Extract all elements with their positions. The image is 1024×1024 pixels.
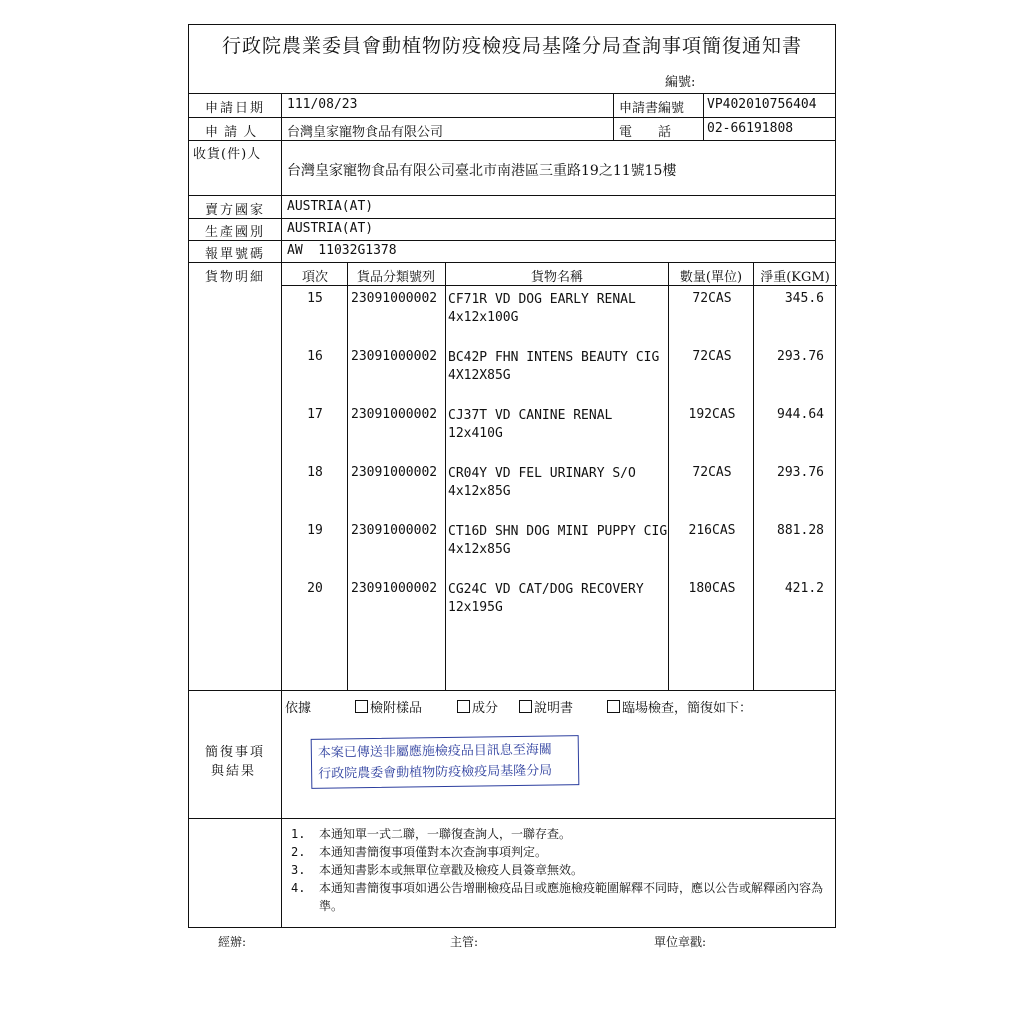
item-qty: 72CAS — [692, 291, 732, 306]
item-no: 16 — [307, 349, 323, 364]
col-header-qty: 數量(單位) — [679, 270, 743, 285]
number-label: 編號: — [665, 75, 696, 90]
rule — [189, 117, 835, 118]
phone: 02-66191808 — [707, 121, 794, 136]
apply-date: 111/08/23 — [287, 97, 358, 112]
goods-label: 貨物明細 — [205, 270, 266, 285]
note-number: 4. — [291, 881, 306, 895]
item-no: 15 — [307, 291, 323, 306]
note-text: 本通知單一式二聯，一聯復查詢人，一聯存查。 — [319, 827, 572, 841]
col-header-no: 項次 — [301, 270, 328, 285]
seller-country: AUSTRIA(AT) — [287, 199, 374, 214]
handler-label: 經辦: — [218, 935, 247, 949]
item-code: 23091000002 — [351, 407, 438, 422]
note-text: 本通知書簡復事項僅對本次查詢事項判定。 — [319, 845, 548, 859]
consignee-label: 收貨(件)人 — [193, 147, 262, 162]
divider — [613, 93, 614, 140]
form-no: VP402010756404 — [707, 97, 817, 112]
table-row — [189, 581, 835, 621]
item-weight: 421.2 — [784, 581, 824, 596]
item-code: 23091000002 — [351, 465, 438, 480]
item-weight: 293.76 — [777, 349, 824, 364]
item-weight: 881.28 — [777, 523, 824, 538]
checkbox-icon — [607, 700, 620, 713]
checkbox-icon — [355, 700, 368, 713]
unit-seal-label: 單位章戳: — [654, 935, 707, 949]
header-rule — [281, 285, 837, 286]
result-stamp — [311, 735, 580, 789]
item-weight: 944.64 — [777, 407, 824, 422]
rule — [189, 93, 835, 94]
rule — [189, 262, 835, 263]
phone-label: 電 話 — [619, 125, 672, 140]
item-name: CR04Y VD FEL URINARY S/O 4x12x85G — [448, 466, 636, 499]
note-text: 本通知書簡復事項如遇公告增刪檢疫品目或應施檢疫範圍解釋不同時，應以公告或解釋函內容為準。 — [319, 881, 824, 913]
consignee: 台灣皇家寵物食品有限公司臺北市南港區三重路19之11號15樓 — [287, 163, 677, 179]
table-row — [189, 349, 835, 389]
origin-country-label: 生產國別 — [205, 225, 266, 240]
item-no: 18 — [307, 465, 323, 480]
item-name: CJ37T VD CANINE RENAL 12x410G — [448, 408, 613, 441]
notice-form — [188, 24, 836, 928]
item-no: 19 — [307, 523, 323, 538]
rule — [189, 240, 835, 241]
reply-label-line2: 與結果 — [211, 764, 257, 779]
item-code: 23091000002 — [351, 581, 438, 596]
option-inspect: 臨場檢查，簡復如下： — [607, 697, 752, 716]
item-no: 20 — [307, 581, 323, 596]
item-name: CT16D SHN DOG MINI PUPPY CIG 4x12x85G — [448, 524, 668, 557]
item-qty: 72CAS — [692, 349, 732, 364]
col-header-code: 貨品分類號列 — [356, 270, 435, 285]
option-ingredient: 成分 — [457, 697, 498, 716]
note-number: 1. — [291, 827, 306, 841]
rule — [189, 218, 835, 219]
item-qty: 72CAS — [692, 465, 732, 480]
item-qty: 192CAS — [688, 407, 736, 422]
option-sample: 檢附樣品 — [355, 697, 422, 716]
note-text: 本通知書影本或無單位章戳及檢疫人員簽章無效。 — [319, 863, 584, 877]
item-name: CG24C VD CAT/DOG RECOVERY 12x195G — [448, 582, 644, 615]
checkbox-icon — [519, 700, 532, 713]
note-number: 2. — [291, 845, 306, 859]
applicant: 台灣皇家寵物食品有限公司 — [287, 125, 444, 140]
table-row — [189, 465, 835, 505]
basis-label: 依據 — [285, 701, 312, 716]
item-no: 17 — [307, 407, 323, 422]
stamp-line1: 本案已傳送非屬應施檢疫品目訊息至海關 — [317, 742, 552, 761]
table-row — [189, 407, 835, 447]
seller-country-label: 賣方國家 — [205, 203, 266, 218]
item-name: CF71R VD DOG EARLY RENAL 4x12x100G — [448, 292, 636, 325]
declaration-no-label: 報單號碼 — [205, 247, 266, 262]
item-name: BC42P FHN INTENS BEAUTY CIG 4X12X85G — [448, 350, 660, 383]
item-weight: 293.76 — [777, 465, 824, 480]
apply-date-label: 申請日期 — [205, 101, 266, 116]
reply-label-line1: 簡復事項 — [205, 745, 266, 760]
applicant-label: 申 請 人 — [205, 125, 258, 140]
form-no-label: 申請書編號 — [619, 101, 685, 116]
col-header-weight: 淨重(KGM) — [760, 270, 830, 285]
document-title: 行政院農業委員會動植物防疫檢疫局基隆分局查詢事項簡復通知書 — [221, 35, 802, 57]
note-number: 3. — [291, 863, 306, 877]
item-qty: 180CAS — [688, 581, 736, 596]
origin-country: AUSTRIA(AT) — [287, 221, 374, 236]
table-row — [189, 291, 835, 331]
rule — [189, 690, 835, 691]
item-code: 23091000002 — [351, 291, 438, 306]
item-weight: 345.6 — [784, 291, 824, 306]
option-manual: 說明書 — [519, 697, 573, 716]
checkbox-icon — [457, 700, 470, 713]
divider — [703, 93, 704, 140]
item-code: 23091000002 — [351, 523, 438, 538]
item-code: 23091000002 — [351, 349, 438, 364]
col-header-name: 貨物名稱 — [530, 270, 583, 285]
rule — [189, 195, 835, 196]
table-row — [189, 523, 835, 563]
declaration-no: AW 11032G1378 — [287, 243, 397, 258]
label-divider — [281, 93, 282, 928]
supervisor-label: 主管: — [450, 935, 479, 949]
rule — [189, 140, 835, 141]
item-qty: 216CAS — [688, 523, 736, 538]
rule — [189, 818, 835, 819]
stamp-line2: 行政院農委會動植物防疫檢疫局基隆分局 — [318, 763, 553, 782]
